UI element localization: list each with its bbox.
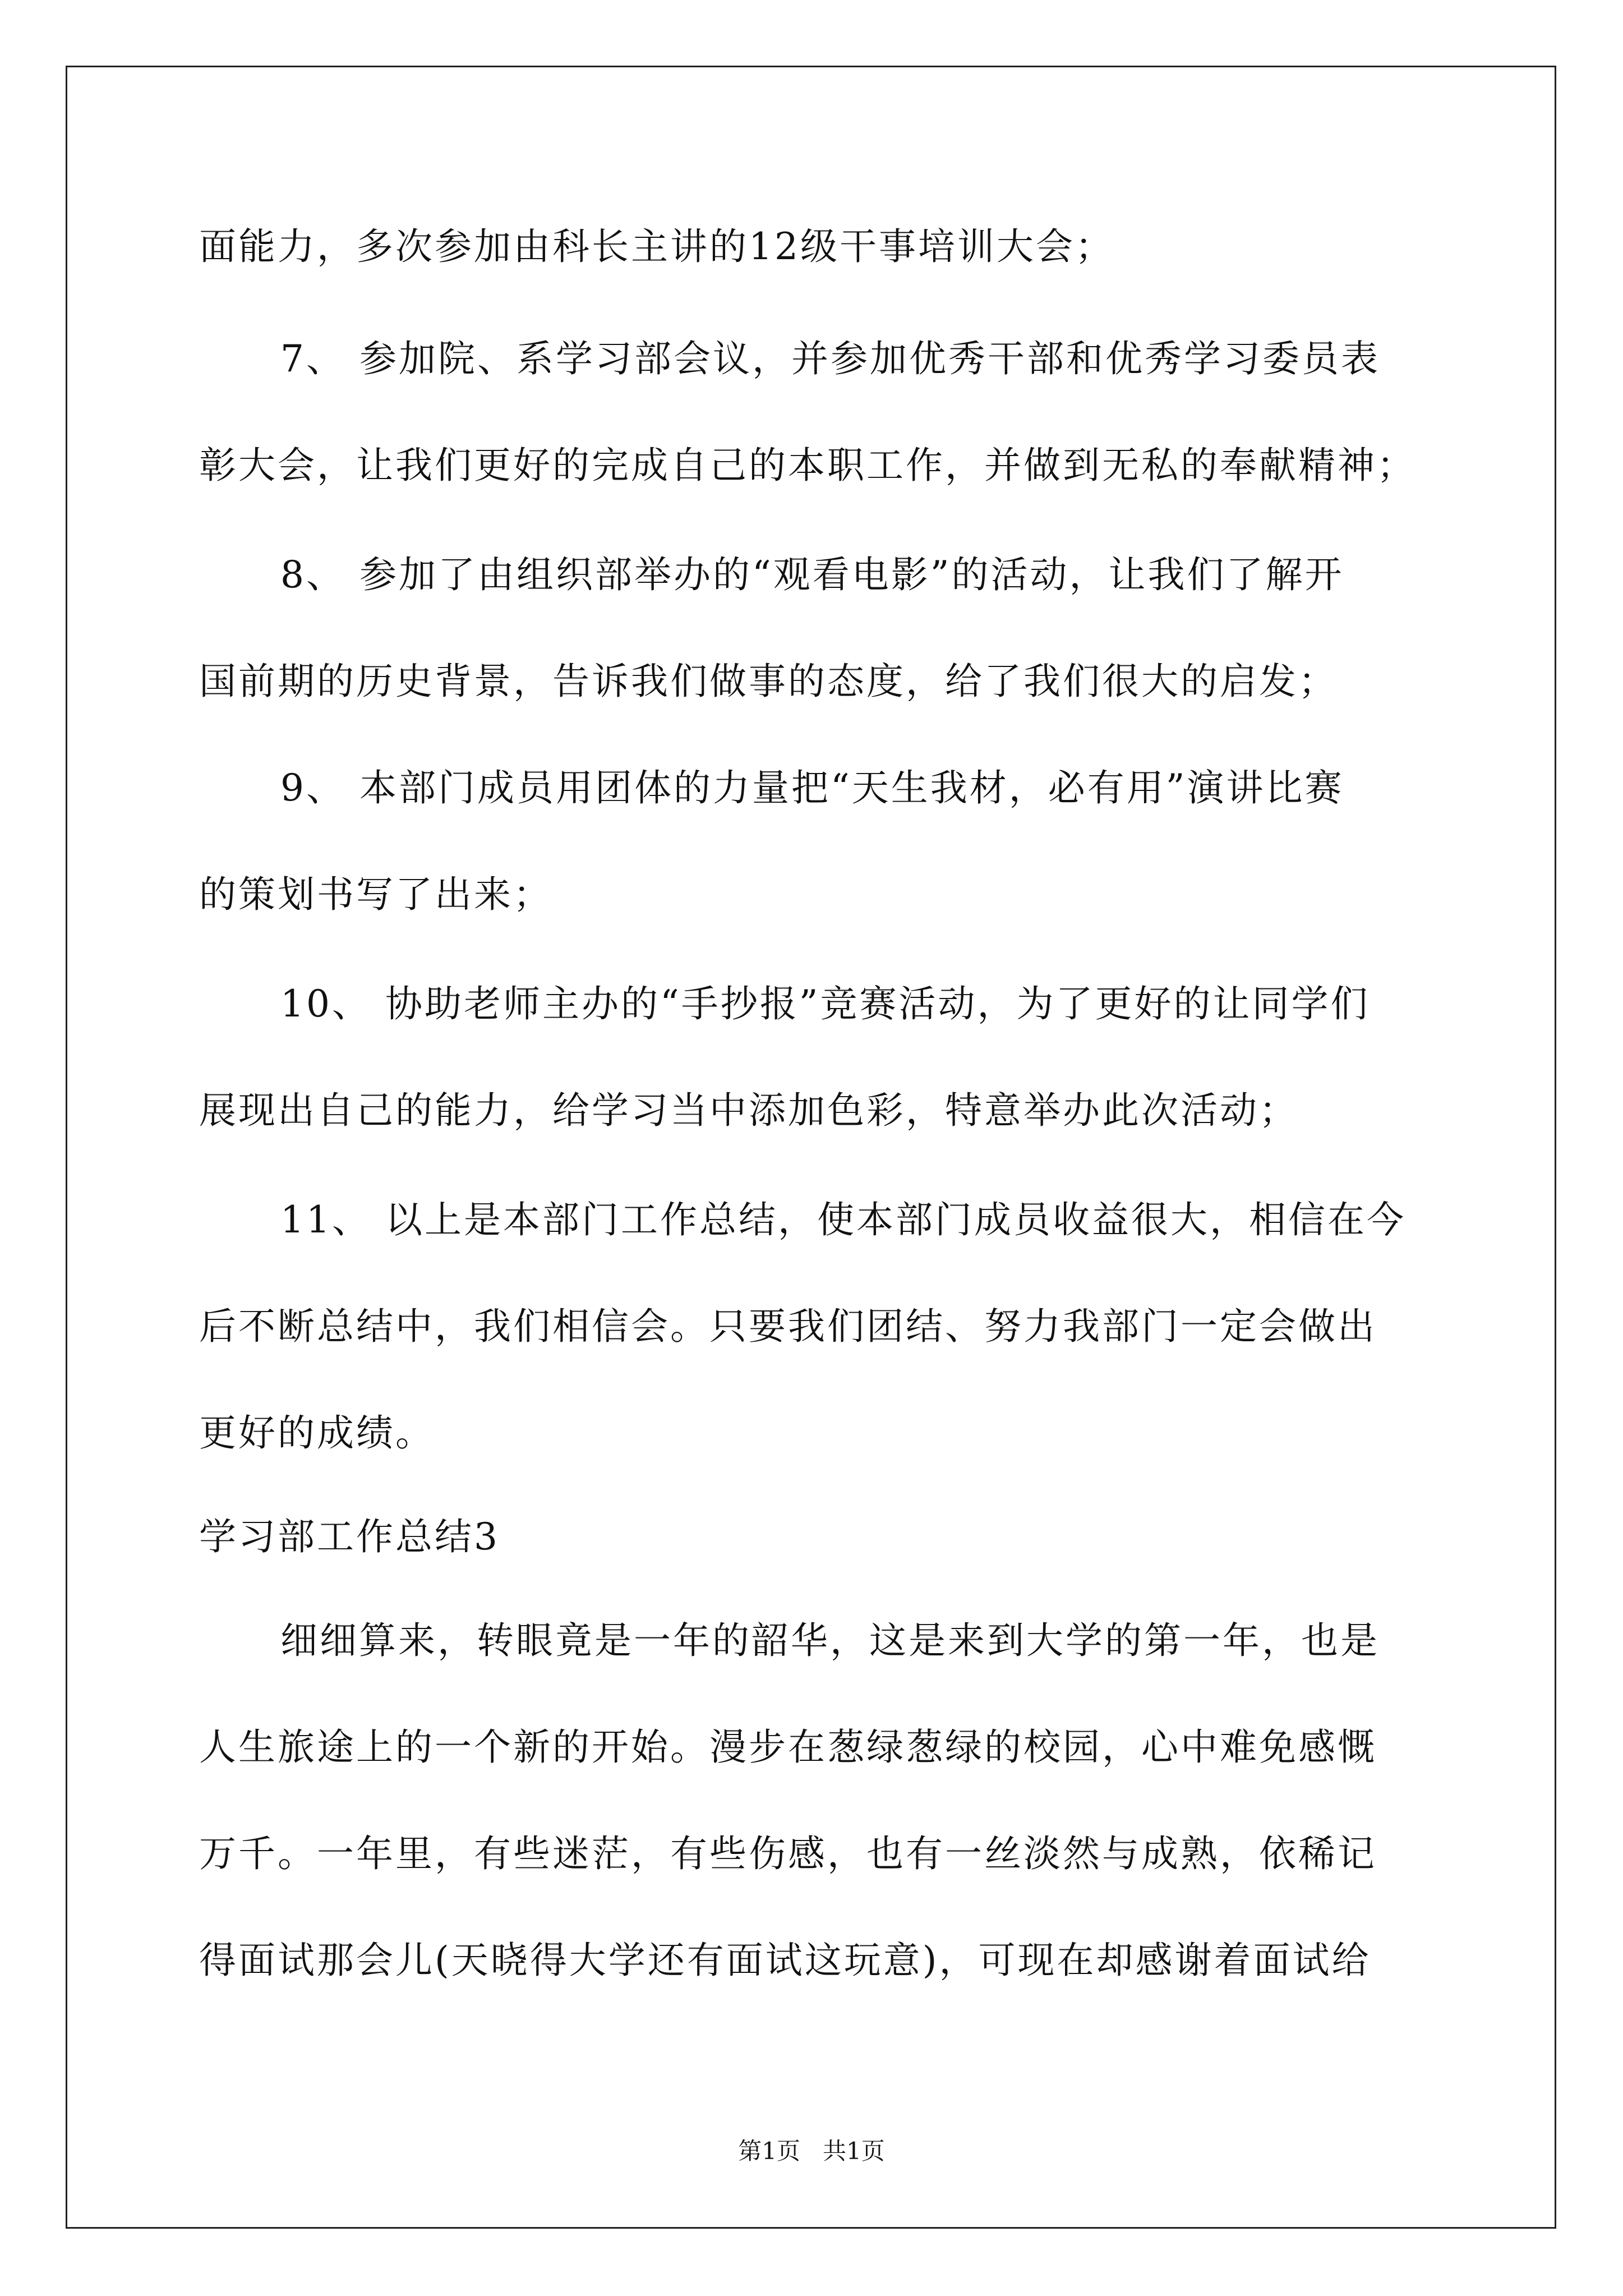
text-line: 万千。一年里，有些迷茫，有些伤感，也有一丝淡然与成熟，依稀记 [199,1832,1377,1875]
text-line: 面能力，多次参加由科长主讲的12级干事培训大会； [199,225,1114,268]
text-line: 细细算来，转眼竟是一年的韶华，这是来到大学的第一年，也是 [280,1619,1380,1662]
section-heading: 学习部工作总结3 [199,1515,500,1558]
page-border [66,66,1556,2229]
page-footer: 第1页 共1页 [738,2137,885,2165]
text-line: 人生旅途上的一个新的开始。漫步在葱绿葱绿的校园，心中难免感慨 [199,1726,1377,1769]
text-line: 后不断总结中，我们相信会。只要我们团结、努力我部门一定会做出 [199,1305,1377,1348]
text-line: 10、 协助老师主办的“手抄报”竞赛活动，为了更好的让同学们 [280,982,1370,1025]
text-line: 国前期的历史背景，告诉我们做事的态度，给了我们很大的启发； [199,660,1338,703]
text-line: 得面试那会儿(天晓得大学还有面试这玩意)，可现在却感谢着面试给 [199,1939,1371,1982]
text-line: 7、 参加院、系学习部会议，并参加优秀干部和优秀学习委员表 [280,337,1380,380]
text-line: 彰大会，让我们更好的完成自己的本职工作，并做到无私的奉献精神； [199,444,1416,487]
text-line: 展现出自己的能力，给学习当中添加色彩，特意举办此次活动； [199,1089,1298,1132]
text-line: 的策划书写了出来； [199,873,552,916]
text-line: 8、 参加了由组织部举办的“观看电影”的活动，让我们了解开 [280,553,1344,596]
text-line: 9、 本部门成员用团体的力量把“天生我材，必有用”演讲比赛 [280,766,1344,809]
text-line: 11、 以上是本部门工作总结，使本部门成员收益很大，相信在今 [280,1198,1406,1241]
text-line: 更好的成绩。 [199,1411,435,1455]
